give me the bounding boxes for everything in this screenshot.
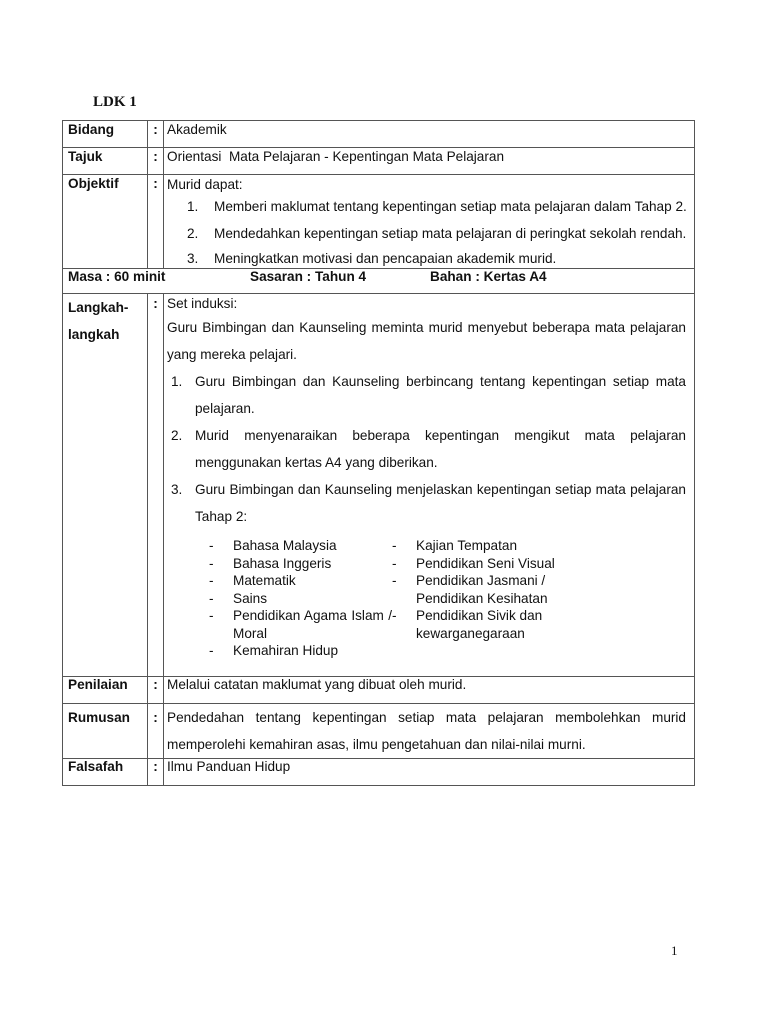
item-number: 2.	[187, 225, 199, 241]
colon	[148, 294, 164, 677]
value-text: Melalui catatan maklumat yang dibuat oleh murid.	[167, 676, 467, 692]
bullet: -	[392, 573, 397, 588]
row-penilaian	[63, 676, 695, 703]
label-text: Bidang	[68, 122, 115, 137]
step-number: 1.	[171, 374, 183, 389]
bahan-text: Bahan : Kertas A4	[430, 269, 547, 284]
masa-text: Masa : 60 minit	[68, 269, 166, 284]
step-item	[171, 422, 686, 476]
bullet: -	[209, 538, 214, 553]
bullet: -	[209, 573, 214, 588]
subject-item	[209, 555, 392, 573]
bullet: -	[392, 608, 397, 623]
value-text: Orientasi Mata Pelajaran - Kepentingan Mata Pelajaran	[167, 149, 505, 164]
subject-text: Bahasa Inggeris	[233, 555, 332, 571]
colon	[148, 676, 164, 703]
subject-text: Pendidikan Seni Visual	[416, 555, 555, 571]
objective-item	[187, 194, 691, 221]
subject-list	[209, 537, 686, 660]
colon-text: :	[153, 122, 158, 137]
objective-item	[187, 221, 691, 248]
subject-column-right	[392, 537, 592, 660]
label-text: Rumusan	[68, 709, 130, 725]
subject-item	[392, 572, 592, 607]
subject-text: Pendidikan Agama Islam / Moral	[233, 608, 392, 641]
bullet: -	[392, 538, 397, 553]
item-text: Mendedahkan kepentingan setiap mata pelajaran di peringkat sekolah rendah.	[214, 225, 687, 241]
value-langkah	[164, 294, 695, 677]
bullet: -	[209, 608, 214, 623]
value-text: Pendedahan tentang kepentingan setiap mata pelajaran membolehkan murid memperolehi kemahiran asas, ilmu pengetahuan dan nilai-nilai murni.	[167, 709, 686, 752]
lesson-plan-table	[62, 120, 695, 786]
value-tajuk	[164, 148, 695, 175]
colon	[148, 148, 164, 175]
label-bidang	[63, 121, 148, 148]
colon	[148, 703, 164, 758]
value-bidang	[164, 121, 695, 148]
item-number: 3.	[187, 251, 199, 266]
set-induksi-title: Set induksi:	[167, 296, 238, 311]
label-text: Tajuk	[68, 149, 103, 164]
item-number: 1.	[187, 199, 199, 214]
colon-text: :	[153, 758, 158, 774]
label-text: Penilaian	[68, 676, 128, 692]
item-text: Meningkatkan motivasi dan pencapaian akademik murid.	[214, 251, 557, 266]
subject-column-left	[209, 537, 392, 660]
colon	[148, 121, 164, 148]
item-text: Memberi maklumat tentang kepentingan setiap mata pelajaran dalam Tahap 2.	[214, 199, 687, 214]
subject-text: Kemahiran Hidup	[233, 643, 339, 658]
objective-list	[167, 194, 691, 268]
colon	[148, 175, 164, 269]
subject-text: Pendidikan Jasmani / Pendidikan Kesihatan	[416, 573, 548, 606]
bullet: -	[209, 643, 214, 658]
colon-text: :	[153, 176, 158, 191]
value-text: Akademik	[167, 122, 227, 137]
row-objektif	[63, 175, 695, 269]
label-text: Falsafah	[68, 758, 124, 774]
colon	[148, 758, 164, 785]
subject-item	[209, 590, 392, 608]
subject-item	[392, 555, 592, 573]
step-item	[171, 476, 686, 530]
steps-list	[167, 368, 686, 530]
label-langkah	[63, 294, 148, 677]
subject-item	[209, 607, 392, 642]
objective-item	[187, 247, 691, 268]
subject-item	[209, 572, 392, 590]
subject-text: Bahasa Malaysia	[233, 538, 337, 553]
label-falsafah	[63, 758, 148, 785]
step-item	[171, 368, 686, 422]
bullet: -	[392, 555, 397, 571]
value-objektif	[164, 175, 695, 269]
label-text: Objektif	[68, 176, 119, 191]
label-rumusan	[63, 703, 148, 758]
subject-text: Pendidikan Sivik dan kewarganegaraan	[416, 608, 543, 641]
value-penilaian	[164, 676, 695, 703]
masa-cell	[63, 269, 695, 294]
row-falsafah	[63, 758, 695, 785]
step-number: 2.	[171, 428, 183, 443]
bullet: -	[209, 590, 214, 606]
objektif-intro: Murid dapat:	[167, 177, 243, 192]
colon-text: :	[153, 149, 158, 164]
subject-item	[209, 537, 392, 555]
label-tajuk	[63, 148, 148, 175]
subject-text: Kajian Tempatan	[416, 538, 518, 553]
label-text: Langkah-langkah	[68, 300, 129, 342]
label-objektif	[63, 175, 148, 269]
sasaran-text: Sasaran : Tahun 4	[250, 269, 367, 284]
row-langkah	[63, 294, 695, 677]
subject-text: Matematik	[233, 573, 296, 588]
row-tajuk	[63, 148, 695, 175]
step-text: Guru Bimbingan dan Kaunseling menjelaskan kepentingan setiap mata pelajaran Tahap 2:	[195, 482, 686, 524]
set-induksi-text: Guru Bimbingan dan Kaunseling meminta murid menyebut beberapa mata pelajaran yang mereka pelajari.	[167, 320, 686, 362]
value-rumusan	[164, 703, 695, 758]
document-heading: LDK 1	[93, 94, 137, 110]
subject-item	[209, 642, 392, 660]
subject-item	[392, 607, 592, 642]
step-text: Murid menyenaraikan beberapa kepentingan mengikut mata pelajaran menggunakan kertas A4 yang diberikan.	[195, 428, 686, 470]
subject-item	[392, 537, 592, 555]
colon-text: :	[153, 676, 158, 692]
bullet: -	[209, 555, 214, 571]
row-masa	[63, 269, 695, 294]
step-text: Guru Bimbingan dan Kaunseling berbincang tentang kepentingan setiap mata pelajaran.	[195, 374, 686, 416]
step-number: 3.	[171, 482, 183, 497]
row-rumusan	[63, 703, 695, 758]
value-text: Ilmu Panduan Hidup	[167, 758, 291, 774]
row-bidang	[63, 121, 695, 148]
subject-text: Sains	[233, 590, 268, 606]
page-number: 1	[671, 943, 678, 958]
label-penilaian	[63, 676, 148, 703]
colon-text: :	[153, 709, 158, 725]
colon-text: :	[153, 296, 158, 311]
value-falsafah	[164, 758, 695, 785]
